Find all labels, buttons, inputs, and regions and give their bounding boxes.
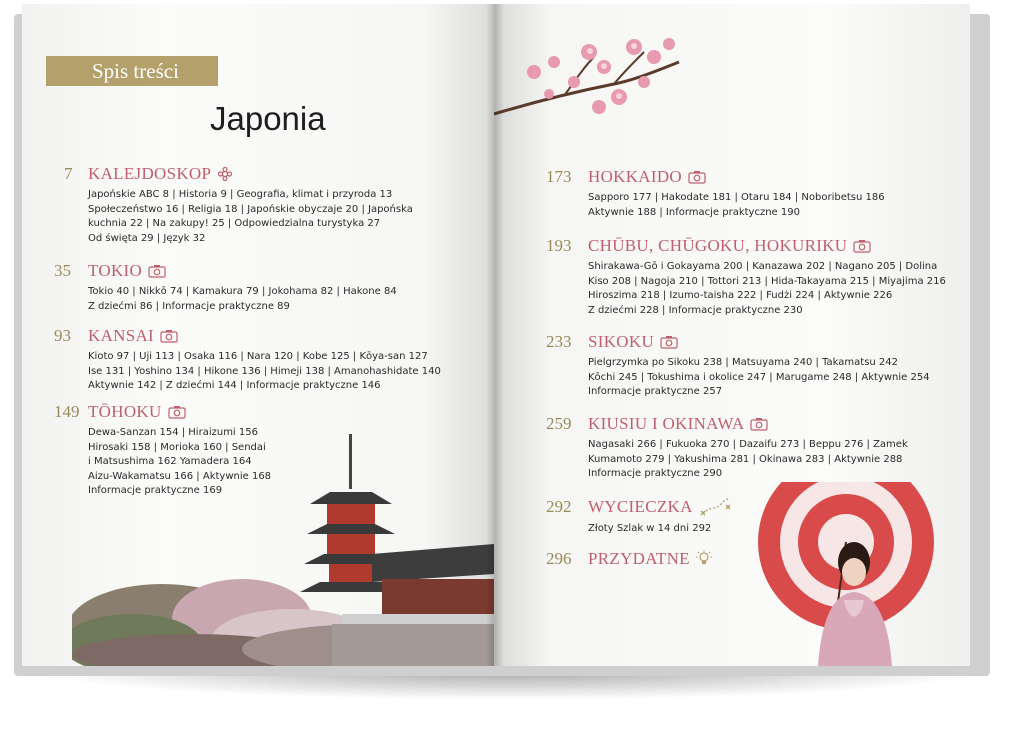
section-line: i Matsushima 162 Yamadera 164 (88, 456, 252, 467)
section-line: kuchnia 22 | Na zakupy! 25 | Odpowiedzialna turystyka 27 (88, 218, 381, 229)
section-page-number: 193 (546, 236, 572, 255)
section-page-number: 173 (546, 167, 572, 186)
section-page-number: 296 (546, 549, 572, 568)
section-line: Kiso 208 | Nagoja 210 | Tottori 213 | Hida-Takayama 215 | Miyajima 216 (588, 275, 946, 287)
section-line: Z dziećmi 228 | Informacje praktyczne 230 (588, 304, 803, 316)
section-title: KALEJDOSKOP (88, 164, 212, 183)
section-line: Hirosaki 158 | Morioka 160 | Sendai (88, 441, 266, 453)
section-line: Kioto 97 | Uji 113 | Osaka 116 | Nara 120 | Kobe 125 | Kōya-san 127 (88, 351, 428, 362)
section-page-number: 93 (54, 326, 71, 345)
toc-section-kiusiu[interactable] (546, 414, 908, 482)
section-line: Kumamoto 279 | Yakushima 281 | Okinawa 283 | Aktywnie 288 (588, 453, 903, 465)
section-line: Informacje praktyczne 290 (588, 468, 723, 479)
cherry-blossom-illustration (494, 22, 694, 132)
section-line: Japońskie ABC 8 | Historia 9 | Geografia, klimat i przyroda 13 (88, 189, 393, 200)
camera-icon (660, 335, 678, 349)
toc-section-przydatne[interactable] (546, 549, 712, 569)
toc-section-hokkaido[interactable] (546, 167, 885, 220)
section-line: Informacje praktyczne 169 (88, 485, 223, 496)
section-title: SIKOKU (588, 332, 655, 351)
camera-icon (148, 264, 166, 278)
toc-section-tohoku[interactable] (54, 402, 271, 499)
section-page-number: 292 (546, 497, 572, 516)
toc-section-wycieczka[interactable] (546, 496, 733, 537)
camera-icon (750, 417, 768, 431)
section-line: Shirakawa-Gō i Gokayama 200 | Kanazawa 202 | Nagano 205 | Dolina (588, 261, 938, 272)
toc-section-tokio[interactable] (54, 261, 397, 314)
section-page-number: 7 (64, 164, 73, 183)
section-line: Ise 131 | Yoshino 134 | Hikone 136 | Himeji 138 | Amanohashidate 140 (88, 365, 441, 377)
section-title: KANSAI (88, 326, 155, 345)
section-title: HOKKAIDO (588, 167, 682, 186)
section-line: Sapporo 177 | Hakodate 181 | Otaru 184 | Noboribetsu 186 (588, 192, 885, 203)
section-page-number: 259 (546, 414, 572, 433)
section-line: Tokio 40 | Nikkō 74 | Kamakura 79 | Jokohama 82 | Hakone 84 (88, 286, 397, 297)
section-line: Nagasaki 266 | Fukuoka 270 | Dazaifu 273 | Beppu 276 | Zamek (588, 439, 908, 450)
section-page-number: 233 (546, 332, 572, 351)
section-title: TŌHOKU (88, 402, 162, 421)
section-line: Z dziećmi 86 | Informacje praktyczne 89 (88, 300, 290, 312)
section-line: Aktywnie 142 | Z dziećmi 144 | Informacje praktyczne 146 (88, 380, 381, 391)
section-line: Złoty Szlak w 14 dni 292 (588, 523, 712, 534)
section-page-number: 35 (54, 261, 71, 280)
section-title: PRZYDATNE (588, 549, 690, 568)
section-line: Pielgrzymka po Sikoku 238 | Matsuyama 240 | Takamatsu 242 (588, 357, 899, 368)
lightbulb-icon (696, 550, 712, 568)
toc-section-kalejdoskop[interactable] (64, 164, 413, 246)
section-line: Społeczeństwo 16 | Religia 18 | Japońskie obyczaje 20 | Japońska (88, 203, 413, 215)
section-line: Aizu-Wakamatsu 166 | Aktywnie 168 (88, 470, 272, 482)
toc-section-sikoku[interactable] (546, 332, 930, 400)
camera-icon (168, 405, 186, 419)
section-title: KIUSIU I OKINAWA (588, 414, 745, 433)
book-title: Japonia (210, 100, 326, 137)
toc-section-kansai[interactable] (54, 326, 441, 394)
toc-banner: Spis treści (46, 56, 218, 86)
section-line: Hiroszima 218 | Izumo-taisha 222 | Fudżi 224 | Aktywnie 226 (588, 290, 893, 301)
section-title: TOKIO (88, 261, 143, 280)
toc-section-chubu[interactable] (546, 236, 946, 318)
camera-icon (688, 170, 706, 184)
camera-icon (160, 329, 178, 343)
section-line: Kōchi 245 | Tokushima i okolice 247 | Marugame 248 | Aktywnie 254 (588, 371, 930, 383)
kaleidoscope-icon (217, 166, 233, 182)
camera-icon (853, 239, 871, 253)
section-title: CHŪBU, CHŪGOKU, HOKURIKU (588, 236, 848, 255)
book-spine (486, 4, 504, 666)
section-line: Aktywnie 188 | Informacje praktyczne 190 (588, 206, 800, 218)
route-icon (699, 496, 733, 518)
woman-umbrella-illustration (756, 482, 946, 666)
left-page (22, 4, 494, 666)
right-page (494, 4, 970, 666)
section-page-number: 149 (54, 402, 80, 421)
section-title: WYCIECZKA (588, 497, 693, 516)
section-line: Dewa-Sanzan 154 | Hiraizumi 156 (88, 427, 258, 438)
section-line: Od święta 29 | Język 32 (88, 232, 206, 244)
section-line: Informacje praktyczne 257 (588, 386, 723, 397)
